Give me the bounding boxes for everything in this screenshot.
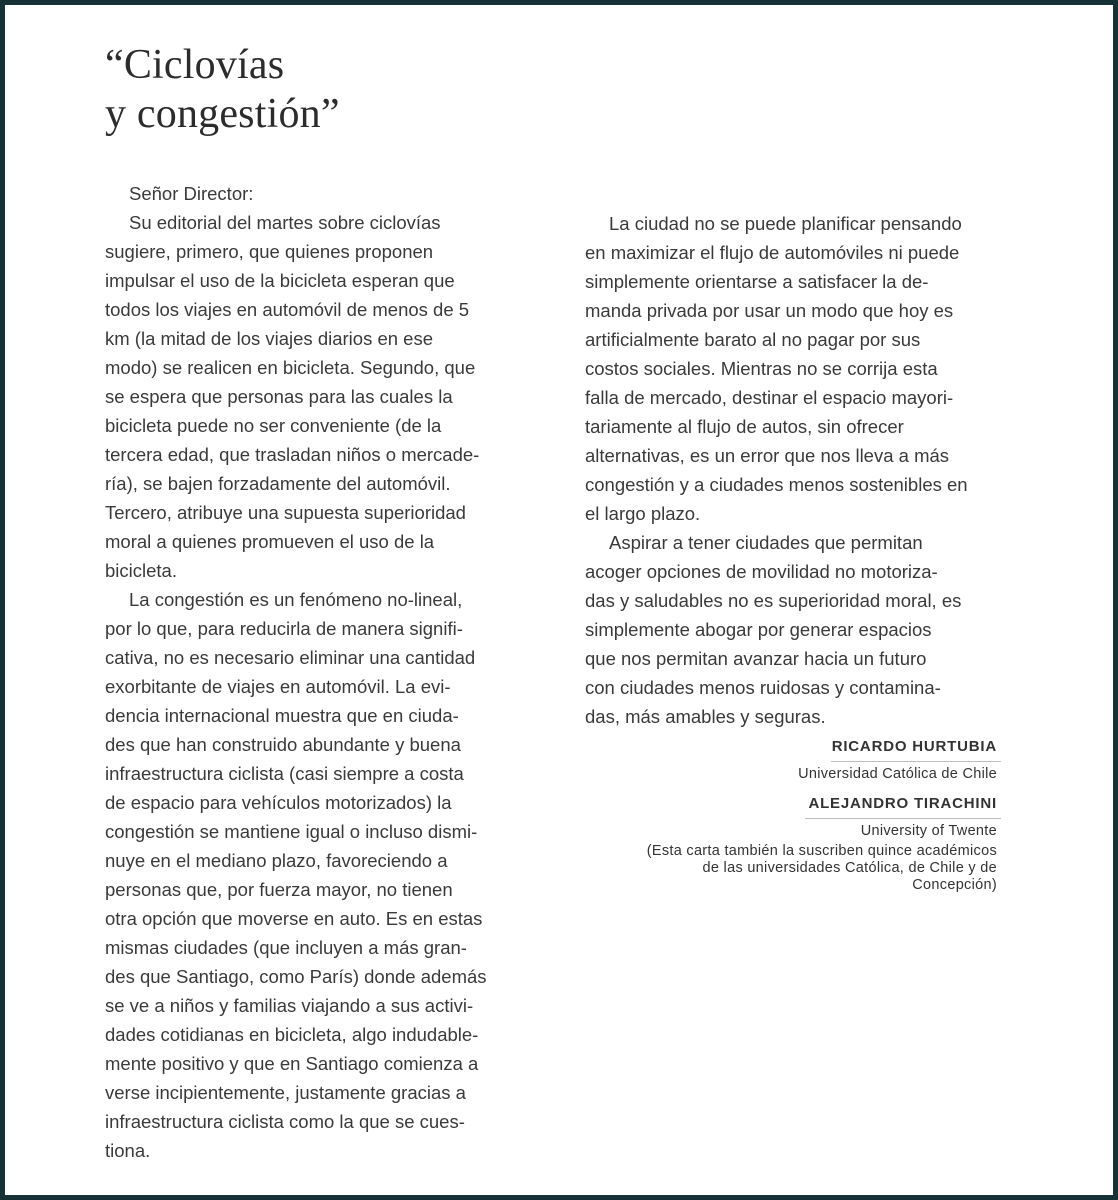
text-line: simplemente orientarse a satisfacer la de-	[585, 271, 929, 292]
signature-name-2: ALEJANDRO TIRACHINI	[808, 795, 997, 812]
signature-name-1: RICARDO HURTUBIA	[831, 738, 997, 755]
signature-affiliation-2: University of Twente	[860, 823, 997, 839]
text-line: nuye en el mediano plazo, favoreciendo a	[105, 850, 448, 871]
text-line: moral a quienes promueven el uso de la	[105, 531, 435, 552]
text-line: tiona.	[105, 1140, 151, 1161]
text-line: infraestructura ciclista (casi siempre a costa	[105, 763, 464, 784]
text-line: congestión y a ciudades menos sostenibles en	[585, 474, 968, 495]
text-line: Su editorial del martes sobre ciclovías	[129, 212, 441, 233]
text-line: das y saludables no es superioridad moral, es	[585, 590, 962, 611]
text-line: modo) se realicen en bicicleta. Segundo, que	[105, 357, 476, 378]
text-line: mismas ciudades (que incluyen a más gran-	[105, 937, 467, 958]
left-column	[105, 179, 525, 1165]
text-line: cativa, no es necesario eliminar una cantidad	[105, 647, 476, 668]
text-line: verse incipientemente, justamente gracias a	[105, 1082, 466, 1103]
text-line: dencia internacional muestra que en ciuda-	[105, 705, 459, 726]
text-line: congestión se mantiene igual o incluso dismi-	[105, 821, 478, 842]
text-line: otra opción que moverse en auto. Es en estas	[105, 908, 483, 929]
text-line: costos sociales. Mientras no se corrija esta	[585, 358, 938, 379]
text-line: se espera que personas para las cuales la	[105, 386, 453, 407]
text-line: La ciudad no se puede planificar pensando	[609, 213, 962, 234]
text-line: exorbitante de viajes en automóvil. La evi-	[105, 676, 451, 697]
letter-title	[105, 41, 340, 139]
right-column	[585, 209, 1005, 731]
text-line: personas que, por fuerza mayor, no tienen	[105, 879, 453, 900]
text-line: infraestructura ciclista como la que se cues-	[105, 1111, 465, 1132]
signature-divider	[831, 761, 1001, 762]
note-line: (Esta carta también la suscriben quince académicos	[646, 843, 997, 859]
text-line: falla de mercado, destinar el espacio mayori-	[585, 387, 954, 408]
signature-affiliation-1: Universidad Católica de Chile	[798, 766, 997, 782]
text-line: bicicleta puede no ser conveniente (de la	[105, 415, 442, 436]
text-line: tariamente al flujo de autos, sin ofrecer	[585, 416, 904, 437]
text-line: Tercero, atribuye una supuesta superioridad	[105, 502, 466, 523]
letter-page	[5, 5, 1113, 1195]
text-line: simplemente abogar por generar espacios	[585, 619, 932, 640]
text-line: artificialmente barato al no pagar por sus	[585, 329, 921, 350]
text-line: se ve a niños y familias viajando a sus activi-	[105, 995, 474, 1016]
text-line: en maximizar el flujo de automóviles ni puede	[585, 242, 960, 263]
text-line: mente positivo y que en Santiago comienza a	[105, 1053, 479, 1074]
title-line-1: “Ciclovías	[105, 42, 285, 88]
text-line: bicicleta.	[105, 560, 177, 581]
text-line: acoger opciones de movilidad no motoriza-	[585, 561, 938, 582]
text-line: des que han construido abundante y buena	[105, 734, 461, 755]
text-line: das, más amables y seguras.	[585, 706, 826, 727]
text-line: el largo plazo.	[585, 503, 701, 524]
signature-divider	[805, 818, 1001, 819]
text-line: Aspirar a tener ciudades que permitan	[609, 532, 923, 553]
text-line: por lo que, para reducirla de manera signifi-	[105, 618, 463, 639]
text-line: ría), se bajen forzadamente del automóvil.	[105, 473, 451, 494]
text-line: des que Santiago, como París) donde además	[105, 966, 487, 987]
text-line: que nos permitan avanzar hacia un futuro	[585, 648, 927, 669]
text-line: alternativas, es un error que nos lleva a más	[585, 445, 950, 466]
note-line: Concepción)	[912, 877, 997, 893]
text-line: tercera edad, que trasladan niños o mercade-	[105, 444, 480, 465]
text-line: todos los viajes en automóvil de menos de 5	[105, 299, 470, 320]
salutation: Señor Director:	[129, 183, 254, 204]
text-line: de espacio para vehículos motorizados) la	[105, 792, 452, 813]
text-line: sugiere, primero, que quienes proponen	[105, 241, 434, 262]
text-line: dades cotidianas en bicicleta, algo indudable-	[105, 1024, 479, 1045]
text-line: con ciudades menos ruidosas y contamina-	[585, 677, 941, 698]
cosigners-note	[647, 843, 997, 894]
text-line: La congestión es un fenómeno no-lineal,	[129, 589, 463, 610]
text-line: manda privada por usar un modo que hoy es	[585, 300, 954, 321]
text-line: km (la mitad de los viajes diarios en ese	[105, 328, 434, 349]
text-line: impulsar el uso de la bicicleta esperan que	[105, 270, 455, 291]
note-line: de las universidades Católica, de Chile y de	[702, 860, 997, 876]
title-line-2: y congestión”	[105, 91, 340, 137]
